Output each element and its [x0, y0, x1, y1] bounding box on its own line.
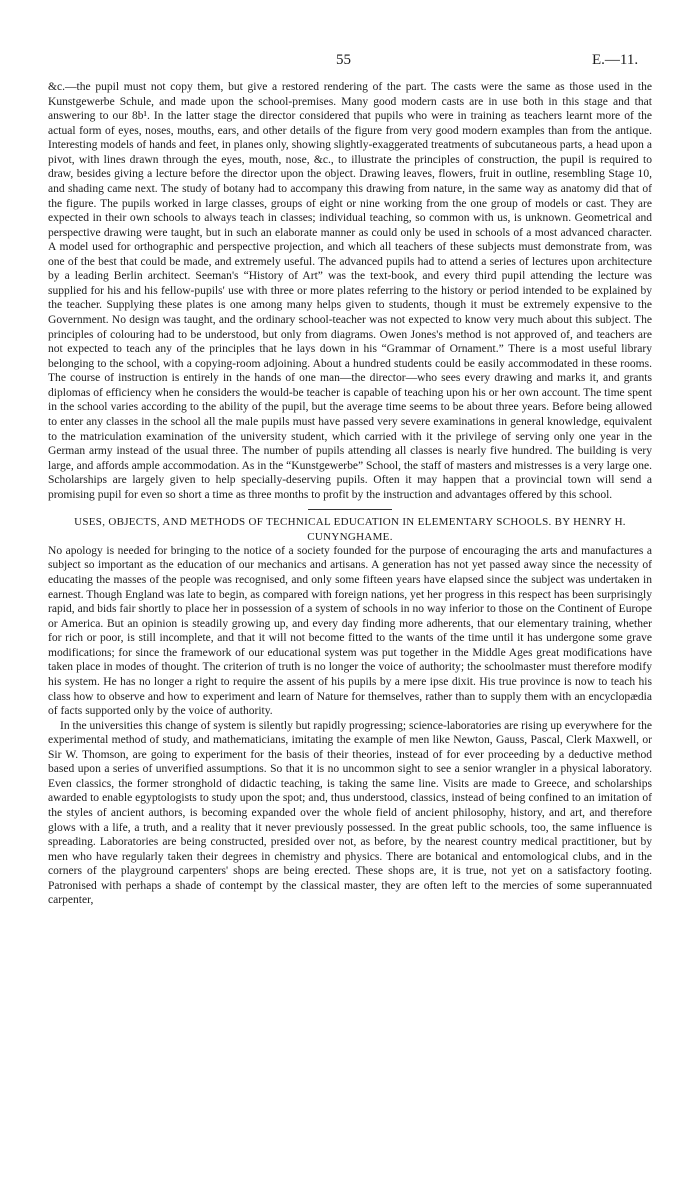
section-divider [308, 509, 392, 510]
section-title: USES, OBJECTS, AND METHODS OF TECHNICAL EDUCATION IN ELEMENTARY SCHOOLS. BY HENRY H. CUNYNGHAME. [74, 516, 626, 543]
paragraph-continued: &c.—the pupil must not copy them, but give a restored rendering of the part. The casts were the same as those used in the Kunstgewerbe Schule, and made upon the school-premises. Many good modern casts are in use both in this stage and that answering to our 8b¹. In the latter stage the director considered that pupils who were in training as teachers learnt more of the actual form of eyes, noses, mouths, ears, and other details of the figure from very good modern examples than from the antique. Interesting models of hands and feet, in planes only, showing slightly-exaggerated treatments of subcutaneous parts, a head upon a pivot, with lines drawn through the eyes, mouth, nose, &c., to illustrate the principles of construction, the pupil is required to draw, besides giving a lecture before the director upon the object. Drawing leaves, flowers, fruit in outline, resembling Stage 10, and shading came next. The study of botany had to accompany this drawing from nature, in the same way as anatomy did that of the figure. The pupils worked in large classes, groups of eight or nine working from the one group of models or cast. They are expected in their own schools to always teach in classes; individual teaching, so common with us, is unknown. Geometrical and perspective drawing were taught, but in such an elaborate manner as could only be used in schools of a most advanced character. A model used for orthographic and perspective projection, and which all teachers of these subjects must demonstrate from, was one of the best that could be made, and extremely useful. The advanced pupils had to attend a series of lectures upon architecture by a leading Berlin architect. Seeman's “History of Art” was the text-book, and every third pupil attending the lecture was supplied for his and his fellow-pupils' use with three or more plates referring to the history or period intended to be explained by the teacher. Supplying these plates is one among many helps given to students, though it must be extremely expensive to the Government. No design was taught, and the ordinary school-teacher was not expected to know very much about this subject. The principles of colouring had to be understood, but only from diagrams. Owen Jones's method is not approved of, and teachers are not expected to teach any of the principles that he lays down in his “Grammar of Ornament.” There is a most useful library belonging to the school, with a copying-room adjoining. About a hundred students could be easily accommodated in these rooms. The course of instruction is entirely in the hands of one man—the director—who sees every drawing and marks it, and grants diplomas of efficiency when he considers the would-be teacher is capable of teaching upon his or her own account. The time spent in the school varies according to the ability of the pupil, but the average time seems to be about three years. Before being allowed to enter any classes in the school all the male pupils must have passed very severe examinations in general knowledge, equivalent to the matriculation examination of the university student, which carried with it the privilege of serving only one year in the German army instead of the usual three. The number of pupils attending all classes is nearly five hundred. The building is very large, and affords ample accommodation. As in the “Kunstgewerbe” School, the staff of masters and mistresses is a very large one. Scholarships are largely given to help specially-deserving pupils. Often it may happen that a provincial town will send a promising pupil for even so short a time as three months to profit by the instruction and advantages offered by this school. [48, 81, 652, 501]
paragraph: No apology is needed for bringing to the notice of a society founded for the purpose of encouraging the arts and manufactures a subject so important as the education of our mechanics and artisans. A generation has not yet passed away since the necessity of educating the masses of the people was recognised, and only some fifteen years have elapsed since the subject was undertaken in earnest. Though England was late to begin, as compared with foreign nations, yet her progress in this respect has been surprisingly rapid, and bids fair shortly to place her in possession of a system of schools in no way inferior to those on the Continent of Europe or America. But an opinion is steadily growing up, and every day finding more adherents, that our elementary training, whether for rich or poor, is still incomplete, and that it will not become fitted to the wants of the time until it has undergone some grave modifications; for since the framework of our educational system was put together in the Middle Ages great modifications have taken place in modes of thought. The criterion of truth is no longer the voice of authority; the schoolmaster must therefore modify his system. He has no longer a right to require the assent of his pupils by a mere ipse dixit. His true province is now to teach his class how to observe and how to experiment and learn of Nature for themselves, rather than to supply them with an encyclopædia of facts supported only by the voice of authority. [48, 544, 652, 718]
document-reference: E.—11. [592, 52, 639, 68]
page-body [48, 80, 652, 908]
page-header [0, 52, 700, 72]
paragraph: In the universities this change of system is silently but rapidly progressing; science-laboratories are rising up everywhere for the experimental method of study, and mathematicians, imitating the example of men like Newton, Gauss, Pascal, Clerk Maxwell, or Sir W. Thomson, are going to experiment for the basis of their theories, instead of for ever proceeding by a deductive method based upon a series of unverified assumptions. So that it is no uncommon sight to see a senior wrangler in a physical laboratory. Even classics, the former stronghold of didactic teaching, is taking the same line. Visits are made to Greece, and scholarships awarded to enable egyptologists to study upon the spot; and, thus understood, classics, instead of being confined to an imitation of the styles of ancient authors, is becoming expanded over the whole field of ancient philosophy, history, and art, and therefore glows with a life, a truth, and a reality that it never previously possessed. In the great public schools, too, the same influence is spreading. Laboratories are being constructed, presided over not, as before, by the nearest country medical practitioner, but by men who have regularly taken their degrees in chemistry and physics. There are botanical and entomological clubs, and in the corners of the playground carpenters' shops are being erected. These shops are, it is true, not yet on a satisfactory footing. Patronised with perhaps a shade of contempt by the classical master, they are often left to the mercies of some superannuated carpenter, [48, 719, 652, 907]
page-number: 55 [336, 52, 351, 68]
